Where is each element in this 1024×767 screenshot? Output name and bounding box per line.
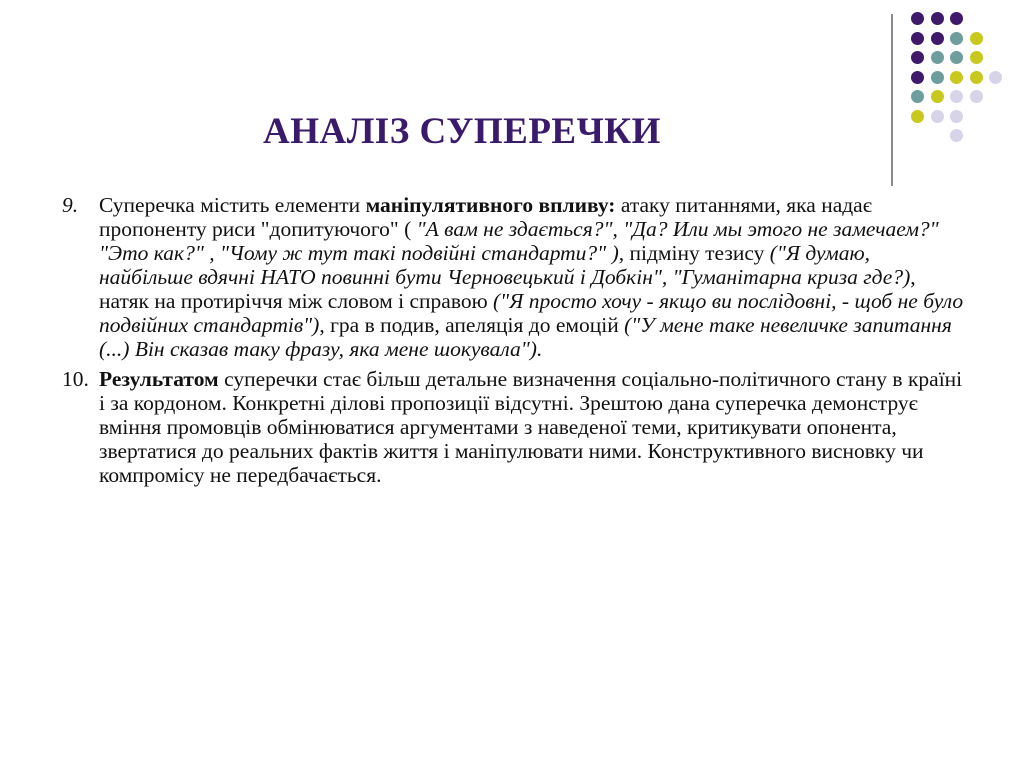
text-segment: підміну тезису [624,241,770,265]
decorative-dot [911,71,924,84]
decorative-dot [911,90,924,103]
decorative-dot [931,71,944,84]
text-segment: суперечки стає більш детальне визначення соціально-політичного стану в країні і за кордоном. Конкретні ділові пропозиції відсутні. Зрештою дана суперечка демонструє вміння промовців обмінюватися аргументами з наведеної теми, критикувати опонента, звертатися до реальних фактів життя і маніпулювати ними. Конструктивного висновку чи компромісу не передбачається. [99,367,963,487]
decorative-dot [931,51,944,64]
text-segment: , натяк на протиріччя між словом і справою [99,265,916,313]
text-segment-bold: маніпулятивного впливу: [365,193,616,217]
decorative-dot [950,12,963,25]
decorative-vertical-line [891,14,893,186]
decorative-dot [950,90,963,103]
paragraph-10 [62,367,967,487]
text-segment-quote: ("Я просто хочу - якщо ви послідовні, - щоб не було подвійних стандартів") [99,289,964,337]
decorative-dot [970,71,983,84]
decorative-dot [911,12,924,25]
text-segment: атаку питаннями, яка надає пропоненту риси "допитуючого" ( [99,193,872,241]
decorative-dot [970,51,983,64]
paragraph-9 [62,193,967,361]
paragraph-number: 10. [62,367,89,391]
decorative-dot [911,32,924,45]
decorative-dot [970,90,983,103]
decorative-dot [931,90,944,103]
decorative-dot [911,110,924,123]
paragraph-number: 9. [62,193,79,217]
decorative-dot [931,110,944,123]
decorative-dot [950,32,963,45]
slide-body [62,193,967,493]
text-segment-bold: Результатом [99,367,219,391]
decorative-dot [970,32,983,45]
text-segment: Суперечка містить елементи [99,193,366,217]
decorative-dot [950,129,963,142]
text-segment-quote: "А вам не здається?", "Да? Или мы этого не замечаем?" "Это как?" , "Чому ж тут такі подвійні стандарти?" ), [99,217,939,265]
text-segment-quote: ("Я думаю, найбільше вдячні НАТО повинні бути Черновецький і Добкін", "Гуманітарна криза где?) [99,241,911,289]
text-segment: , гра в подив, апеляція до емоцій [319,313,625,337]
text-segment-quote: ("У мене таке невеличке запитання (...) Він сказав таку фразу, яка мене шокувала"). [99,313,952,361]
decorative-dot [989,71,1002,84]
decorative-dot [911,51,924,64]
decorative-dot [950,110,963,123]
decorative-dot [950,71,963,84]
decorative-dot [931,32,944,45]
slide-title: АНАЛІЗ СУПЕРЕЧКИ [263,111,661,152]
decorative-dot [950,51,963,64]
decorative-dot-grid [902,12,1012,162]
decorative-dot [931,12,944,25]
